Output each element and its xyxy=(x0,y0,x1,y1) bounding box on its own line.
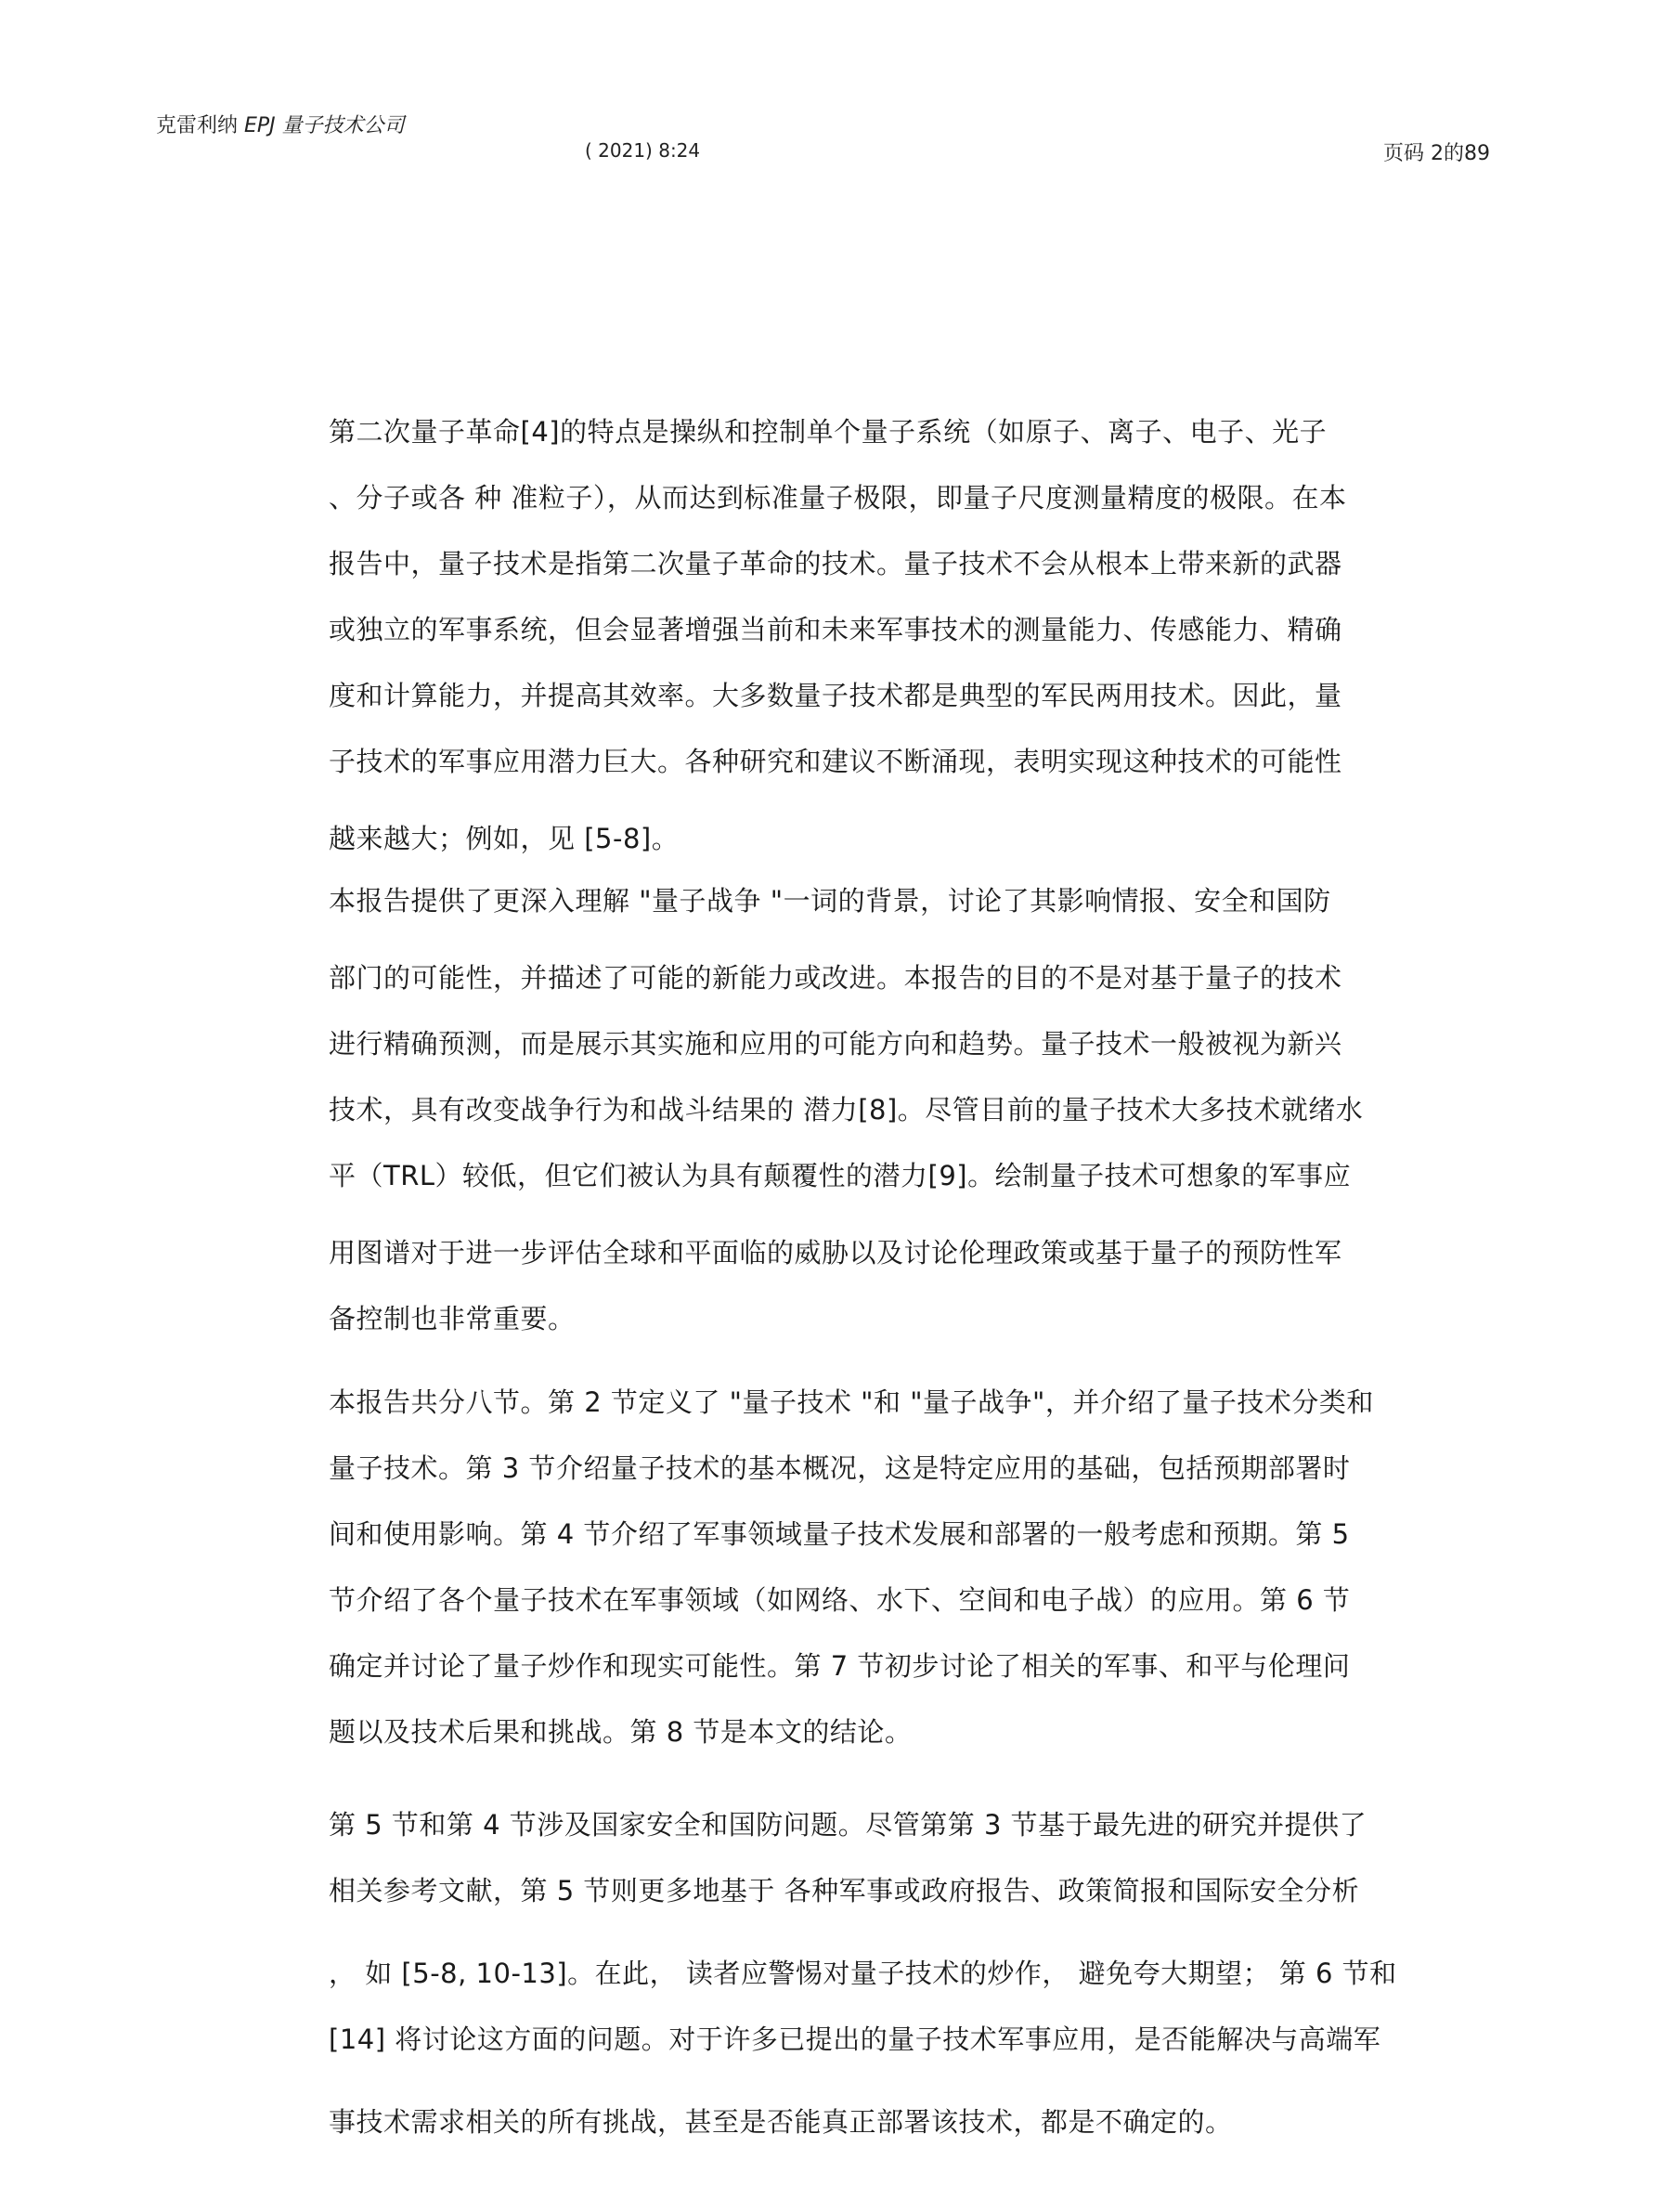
text-line: 用图谱对于进一步评估全球和平面临的威胁以及讨论伦理政策或基于量子的预防性军 xyxy=(329,1237,1342,1269)
text-line: 量子技术。第 3 节介绍量子技术的基本概况，这是特定应用的基础，包括预期部署时 xyxy=(329,1452,1351,1484)
text-line: 第 5 节和第 4 节涉及国家安全和国防问题。尽管第第 3 节基于最先进的研究并提供了 xyxy=(329,1809,1367,1841)
text-line: 进行精确预测，而是展示其实施和应用的可能方向和趋势。量子技术一般被视为新兴 xyxy=(329,1028,1342,1060)
text-line: 第二次量子革命[4]的特点是操纵和控制单个量子系统（如原子、离子、电子、光子 xyxy=(329,416,1328,448)
issue-info: ( 2021) 8:24 xyxy=(585,139,701,162)
text-line: ， 如 [5-8, 10-13]。在此， 读者应警惕对量子技术的炒作， 避免夸大期望； 第 6 节和 xyxy=(329,1958,1397,1989)
text-line: 报告中，量子技术是指第二次量子革命的技术。量子技术不会从根本上带来新的武器 xyxy=(329,548,1342,579)
running-header-journal xyxy=(156,110,405,138)
text-line: 部门的可能性，并描述了可能的新能力或改进。本报告的目的不是对基于量子的技术 xyxy=(329,962,1342,994)
text-line: 度和计算能力，并提高其效率。大多数量子技术都是典型的军民两用技术。因此，量 xyxy=(329,680,1342,711)
text-line: 、分子或各 种 准粒子），从而达到标准量子极限，即量子尺度测量精度的极限。在本 xyxy=(329,482,1347,514)
paragraph-3 xyxy=(329,1370,1374,1765)
text-line: [14] 将讨论这方面的问题。对于许多已提出的量子技术军事应用，是否能解决与高端军 xyxy=(329,2023,1381,2055)
text-line: 事技术需求相关的所有挑战，甚至是否能真正部署该技术，都是不确定的。 xyxy=(329,2106,1233,2138)
text-line: 本报告共分八节。第 2 节定义了 "量子技术 "和 "量子战争"，并介绍了量子技术分类和 xyxy=(329,1386,1374,1418)
text-line: 确定并讨论了量子炒作和现实可能性。第 7 节初步讨论了相关的军事、和平与伦理问 xyxy=(329,1650,1351,1682)
text-line: 节介绍了各个量子技术在军事领域（如网络、水下、空间和电子战）的应用。第 6 节 xyxy=(329,1584,1351,1616)
paragraph-4 xyxy=(329,1792,1397,2155)
text-line: 或独立的军事系统，但会显著增强当前和未来军事技术的测量能力、传感能力、精确 xyxy=(329,614,1342,645)
paragraph-2 xyxy=(329,868,1364,1352)
text-line: 相关参考文献，第 5 节则更多地基于 各种军事或政府报告、政策简报和国际安全分析 xyxy=(329,1875,1360,1906)
journal-name: EPJ 量子技术公司 xyxy=(244,114,405,137)
journal-author: 克雷利纳 xyxy=(156,114,244,137)
text-line: 本报告提供了更深入理解 "量子战争 "一词的背景，讨论了其影响情报、安全和国防 xyxy=(329,885,1331,917)
text-line: 越来越大；例如，见 [5-8]。 xyxy=(329,823,680,854)
text-line: 间和使用影响。第 4 节介绍了军事领域量子技术发展和部署的一般考虑和预期。第 5 xyxy=(329,1518,1350,1550)
text-line: 题以及技术后果和挑战。第 8 节是本文的结论。 xyxy=(329,1716,913,1748)
text-line: 平（TRL）较低，但它们被认为具有颠覆性的潜力[9]。绘制量子技术可想象的军事应 xyxy=(329,1160,1352,1191)
text-line: 备控制也非常重要。 xyxy=(329,1303,576,1334)
text-line: 技术，具有改变战争行为和战斗结果的 潜力[8]。尽管目前的量子技术大多技术就绪水 xyxy=(329,1094,1364,1126)
paragraph-1 xyxy=(329,399,1350,872)
text-line: 子技术的军事应用潜力巨大。各种研究和建议不断涌现，表明实现这种技术的可能性 xyxy=(329,746,1342,777)
page-number: 页码 2的89 xyxy=(1383,142,1490,165)
